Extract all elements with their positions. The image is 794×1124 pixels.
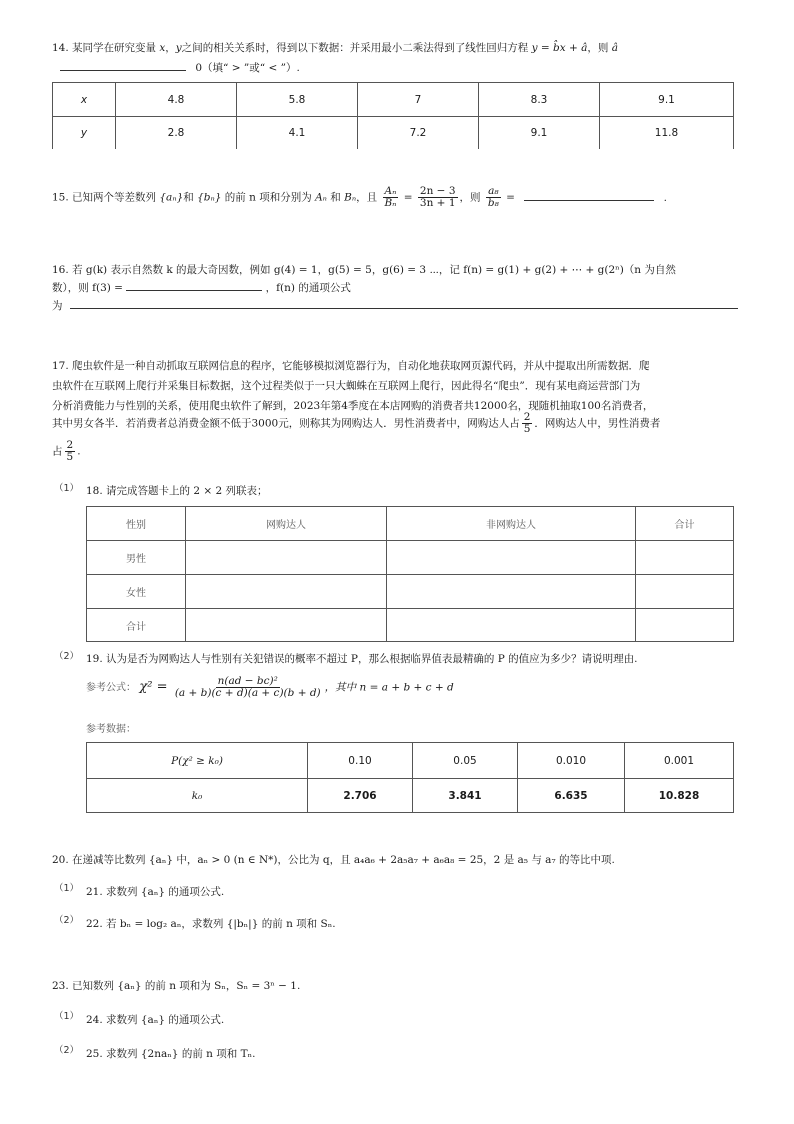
table-cell: y	[53, 117, 116, 149]
q17-line5b: .	[77, 445, 81, 458]
table-cell: 8.3	[479, 83, 600, 117]
answer-cell[interactable]	[186, 541, 387, 575]
q16-line3	[52, 298, 738, 313]
q15-text-b: 的前 n 项和分别为	[221, 191, 316, 204]
q14-equation: y = b̂x + â	[531, 42, 588, 54]
q14-text-a: 14. 某同学在研究变量	[52, 42, 160, 54]
q21-text: 21. 求数列 {aₙ} 的通项公式.	[86, 886, 225, 898]
q17-line5	[52, 440, 81, 463]
q17-line2: 虫软件在互联网上爬行并采集目标数据，这个过程类似于一只大蜘蛛在互联网上爬行，因此得名“爬虫”．现有某电商运营部门为	[52, 380, 641, 392]
table-cell: 0.010	[518, 743, 625, 779]
table-header: 非网购达人	[387, 507, 636, 541]
table-row	[87, 507, 734, 541]
q16-line2b: ，f(n) 的通项公式	[265, 282, 351, 294]
q14-text-b: 之间的相关关系时，得到以下数据：并采用最小二乘法得到了线性回归方程	[181, 42, 532, 54]
q17-line4	[52, 412, 660, 435]
q16-line1: 16. 若 g(k) 表示自然数 k 的最大奇因数，例如 g(4) = 1，g(5) = 5，g(6) = 3 ⋯，记 f(n) = g(1) + g(2) + ⋯ + g(2ⁿ)（n 为自然	[52, 264, 676, 276]
table-cell: 0.05	[413, 743, 518, 779]
q15-eq: =	[400, 191, 416, 204]
q24-text: 24. 求数列 {aₙ} 的通项公式.	[86, 1014, 225, 1026]
q17-line3: 分析消费能力与性别的关系，使用爬虫软件了解到，2023年第4季度在本店网购的消费者共12000名，现随机抽取100名消费者，	[52, 400, 654, 412]
q15-text-d: ，则	[459, 191, 484, 204]
q14-answer-blank[interactable]	[60, 70, 186, 71]
answer-cell[interactable]	[387, 609, 636, 642]
answer-cell[interactable]	[636, 575, 734, 609]
q21-part-tag: （1）	[54, 883, 80, 894]
q14-data-table	[52, 82, 734, 149]
q18-contingency-table	[86, 506, 734, 642]
q19-formula-tail: ，其中 n = a + b + c + d	[324, 681, 454, 694]
q16-answer-blank-2[interactable]	[70, 308, 738, 309]
table-cell: 5.8	[237, 83, 358, 117]
answer-cell[interactable]	[636, 541, 734, 575]
q19-text: 19. 认为是否为网购达人与性别有关犯错误的概率不超过 P，那么根据临界值表最精确的 P 的值应为多少？请说明理由.	[86, 653, 638, 665]
q18-part-tag: （1）	[54, 483, 80, 494]
q24-part-tag: （1）	[54, 1011, 80, 1022]
answer-cell[interactable]	[186, 609, 387, 642]
q19-data-label: 参考数据：	[86, 724, 136, 735]
q17-fraction-1: $\frac{2}{5}$	[523, 411, 531, 436]
q25-text: 25. 求数列 {2naₙ} 的前 n 项和 Tₙ.	[86, 1048, 256, 1060]
q15-and: 和	[326, 191, 345, 204]
table-cell: 2.8	[116, 117, 237, 149]
q15-text-a: 15. 已知两个等差数列	[52, 191, 160, 204]
table-cell: 0.10	[308, 743, 413, 779]
table-row-label: P(χ² ≥ k₀)	[87, 743, 308, 779]
table-cell: 3.841	[413, 779, 518, 813]
q19-chi: χ² =	[139, 679, 168, 695]
q14-line1	[52, 40, 618, 55]
q17-line4a: 其中男女各半．若消费者总消费金额不低于3000元，则称其为网购达人．男性消费者中，网购达人占	[52, 417, 520, 430]
table-row	[87, 779, 734, 813]
q14-fill-hint: 0（填“ > ”或“ < ”）.	[195, 62, 300, 74]
answer-cell[interactable]	[186, 575, 387, 609]
q15-answer-blank[interactable]	[524, 200, 654, 201]
q16-answer-blank-1[interactable]	[126, 290, 262, 291]
q15-An: Aₙ	[315, 191, 327, 204]
q15-fraction-given: $\frac{2n - 3}{3n + 1}$	[419, 185, 456, 210]
q16-line2a: 数），则 f(3) =	[52, 282, 123, 294]
q20-text: 20. 在递减等比数列 {aₙ} 中，aₙ > 0 (n ∈ N*)，公比为 q，且 a₄a₆ + 2a₅a₇ + a₆a₈ = 25，2 是 a₅ 与 a₇ 的等比中项.	[52, 854, 615, 866]
table-row	[87, 541, 734, 575]
table-cell: 0.001	[625, 743, 734, 779]
q25-part-tag: （2）	[54, 1045, 80, 1056]
answer-cell[interactable]	[387, 575, 636, 609]
q15-seq-a: {aₙ}	[159, 191, 184, 204]
table-row-label: 男性	[87, 541, 186, 575]
q14-var-x: x	[159, 42, 166, 54]
table-cell: 9.1	[479, 117, 600, 149]
q17-line1: 17. 爬虫软件是一种自动抓取互联网信息的程序，它能够模拟浏览器行为，自动化地获取网页源代码，并从中提取出所需数据．爬	[52, 360, 650, 372]
q14-var-y: y	[175, 42, 182, 54]
q15-eq2: =	[502, 191, 515, 204]
answer-cell[interactable]	[636, 609, 734, 642]
table-row	[53, 117, 734, 149]
q17-fraction-2: $\frac{2}{5}$	[66, 439, 74, 464]
q22-text: 22. 若 bₙ = log₂ aₙ，求数列 {|bₙ|} 的前 n 项和 Sₙ.	[86, 918, 336, 930]
table-cell: 7.2	[358, 117, 479, 149]
q15-Bn: Bₙ	[344, 191, 357, 204]
table-cell: 11.8	[600, 117, 734, 149]
q19-formula-fraction: $\frac{\text{n(ad − bc)²}}{(a + b)(c + d)(a + c)(b + d)}$	[174, 675, 321, 700]
q19-part-tag: （2）	[54, 651, 80, 662]
table-row	[87, 743, 734, 779]
q15-end: .	[663, 191, 667, 204]
q15-line	[52, 186, 667, 209]
q14-comma: ，	[165, 42, 176, 54]
q14-ahat: â	[611, 42, 618, 54]
q16-line3-text: 为	[52, 300, 63, 312]
table-row-label: k₀	[87, 779, 308, 813]
q15-fraction-ratio: $\frac{\text{Aₙ}}{\text{Bₙ}}$	[384, 185, 397, 210]
q17-line4b: ．网购达人中，男性消费者	[534, 417, 661, 430]
q15-he: 和	[183, 191, 198, 204]
table-cell: 6.635	[518, 779, 625, 813]
table-cell: 9.1	[600, 83, 734, 117]
table-cell: 4.8	[116, 83, 237, 117]
q23-text: 23. 已知数列 {aₙ} 的前 n 项和为 Sₙ，Sₙ = 3ⁿ − 1.	[52, 980, 301, 992]
q19-formula	[86, 676, 454, 699]
q22-part-tag: （2）	[54, 915, 80, 926]
table-header: 网购达人	[186, 507, 387, 541]
q19-critical-table	[86, 742, 734, 813]
table-cell: 7	[358, 83, 479, 117]
answer-cell[interactable]	[387, 541, 636, 575]
table-cell: x	[53, 83, 116, 117]
table-row	[87, 575, 734, 609]
table-row	[87, 609, 734, 642]
q14-text-c: ，则	[587, 42, 612, 54]
table-row	[53, 83, 734, 117]
q17-line5a: 占	[52, 445, 63, 458]
q14-line2	[60, 60, 300, 75]
q16-line2	[52, 280, 351, 295]
table-cell: 2.706	[308, 779, 413, 813]
q19-formula-label: 参考公式：	[86, 682, 136, 694]
q18-text: 18. 请完成答题卡上的 2 × 2 列联表；	[86, 485, 268, 497]
q15-text-c: ，且	[356, 191, 381, 204]
table-cell: 10.828	[625, 779, 734, 813]
table-cell: 4.1	[237, 117, 358, 149]
q15-fraction-asked: $\frac{\text{a₈}}{\text{b₈}}$	[487, 185, 499, 210]
table-header: 合计	[636, 507, 734, 541]
table-row-label: 合计	[87, 609, 186, 642]
q15-seq-b: {bₙ}	[197, 191, 222, 204]
table-header: 性别	[87, 507, 186, 541]
table-row-label: 女性	[87, 575, 186, 609]
